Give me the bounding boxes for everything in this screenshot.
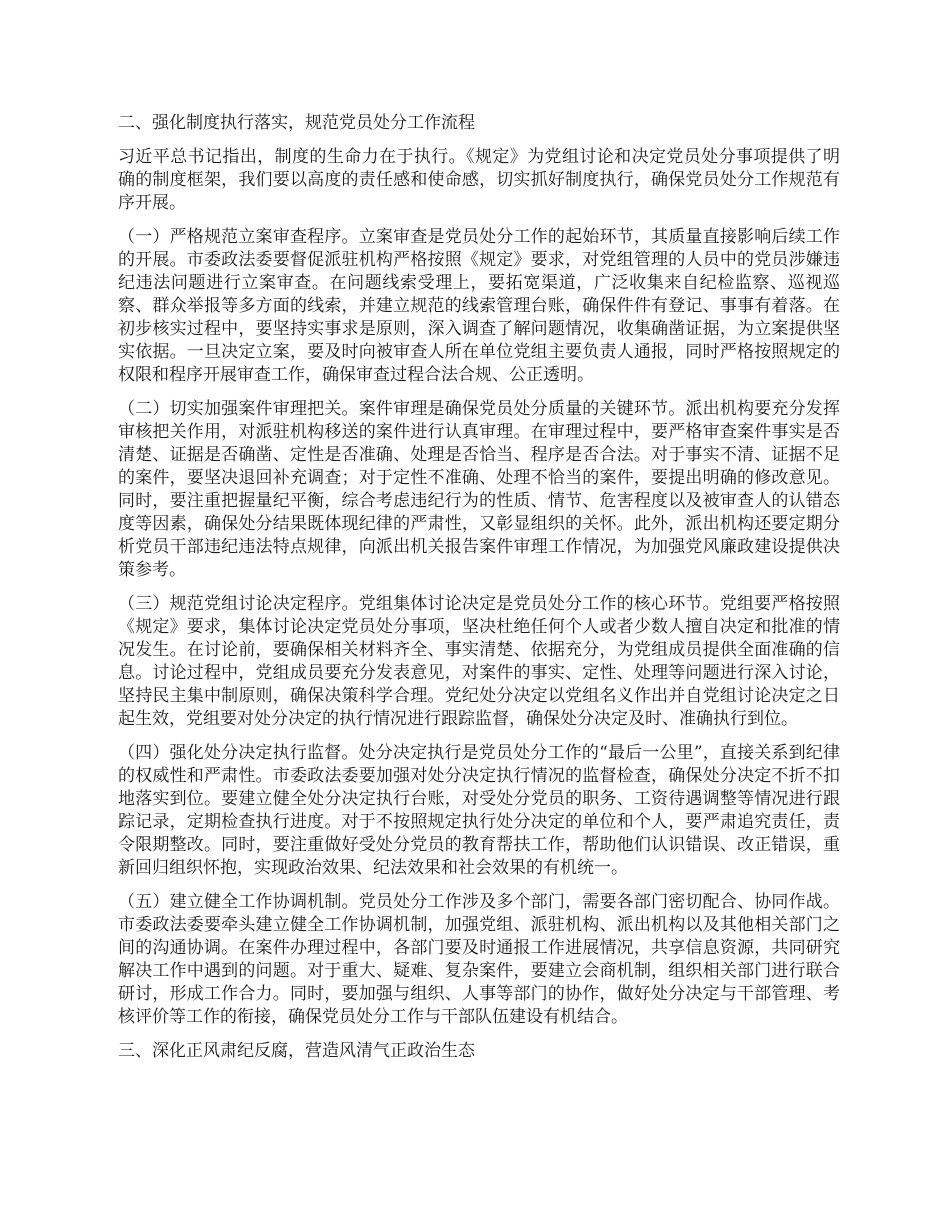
paragraph-case-filing-review: （一）严格规范立案审查程序。立案审查是党员处分工作的起始环节，其质量直接影响后续工作的开展。市委政法委要督促派驻机构严格按照《规定》要求，对党组管理的人员中的党员涉嫌违纪违法问题进行立案审查。在问题线索受理上，要拓宽渠道，广泛收集来自纪检监察、巡视巡察、群众举报等多方面的线索，并建立规范的线索管理台账，确保件件有登记、事事有着落。在初步核实过程中，要坚持实事求是原则，深入调查了解问题情况，收集确凿证据，为立案提供坚实依据。一旦决定立案，要及时向被审查人所在单位党组主要负责人通报，同时严格按照规定的权限和程序开展审查工作，确保审查过程合法合规、公正透明。 xyxy=(118,227,840,385)
intro-paragraph: 习近平总书记指出，制度的生命力在于执行。《规定》为党组讨论和决定党员处分事项提供了明确的制度框架，我们要以高度的责任感和使命感，切实抓好制度执行，确保党员处分工作规范有序开展。 xyxy=(118,147,840,213)
paragraph-coordination-mechanism: （五）建立健全工作协调机制。党员处分工作涉及多个部门，需要各部门密切配合、协同作战。市委政法委要牵头建立健全工作协调机制，加强党组、派驻机构、派出机构以及其他相关部门之间的沟通协调。在案件办理过程中，各部门要及时通报工作进展情况，共享信息资源，共同研究解决工作中遇到的问题。对于重大、疑难、复杂案件，要建立会商机制，组织相关部门进行联合研讨，形成工作合力。同时，要加强与组织、人事等部门的协作，做好处分决定与干部管理、考核评价等工作的衔接，确保党员处分工作与干部队伍建设有机结合。 xyxy=(118,892,840,1027)
section-two-heading: 二、强化制度执行落实，规范党员处分工作流程 xyxy=(118,113,475,133)
paragraph-party-group-decision: （三）规范党组讨论决定程序。党组集体讨论决定是党员处分工作的核心环节。党组要严格按照《规定》要求，集体讨论决定党员处分事项，坚决杜绝任何个人或者少数人擅自决定和批准的情况发生。在讨论前，要确保相关材料齐全、事实清楚、依据充分，为党组成员提供全面准确的信息。讨论过程中，党组成员要充分发表意见，对案件的事实、定性、处理等问题进行深入讨论，坚持民主集中制原则，确保决策科学合理。党纪处分决定以党组名义作出并自党组讨论决定之日起生效，党组要对处分决定的执行情况进行跟踪监督，确保处分决定及时、准确执行到位。 xyxy=(118,594,840,729)
section-three-heading: 三、深化正风肃纪反腐，营造风清气正政治生态 xyxy=(118,1041,475,1061)
document-page xyxy=(118,112,840,1074)
paragraph-execution-supervision: （四）强化处分决定执行监督。处分决定执行是党员处分工作的“最后一公里”，直接关系到纪律的权威性和严肃性。市委政法委要加强对处分决定执行情况的监督检查，确保处分决定不折不扣地落实到位。要建立健全处分决定执行台账，对受处分党员的职务、工资待遇调整等情况进行跟踪记录，定期检查执行进度。对于不按照规定执行处分决定的单位和个人，要严肃追究责任，责令限期整改。同时，要注重做好受处分党员的教育帮扶工作，帮助他们认识错误、改正错误，重新回归组织怀抱，实现政治效果、纪法效果和社会效果的有机统一。 xyxy=(118,743,840,878)
paragraph-case-trial-review: （二）切实加强案件审理把关。案件审理是确保党员处分质量的关键环节。派出机构要充分发挥审核把关作用，对派驻机构移送的案件进行认真审理。在审理过程中，要严格审查案件事实是否清楚、证据是否确凿、定性是否准确、处理是否恰当、程序是否合法。对于事实不清、证据不足的案件，要坚决退回补充调查；对于定性不准确、处理不恰当的案件，要提出明确的修改意见。同时，要注重把握量纪平衡，综合考虑违纪行为的性质、情节、危害程度以及被审查人的认错态度等因素，确保处分结果既体现纪律的严肃性，又彰显组织的关怀。此外，派出机构还要定期分析党员干部违纪违法特点规律，向派出机关报告案件审理工作情况，为加强党风廉政建设提供决策参考。 xyxy=(118,399,840,580)
